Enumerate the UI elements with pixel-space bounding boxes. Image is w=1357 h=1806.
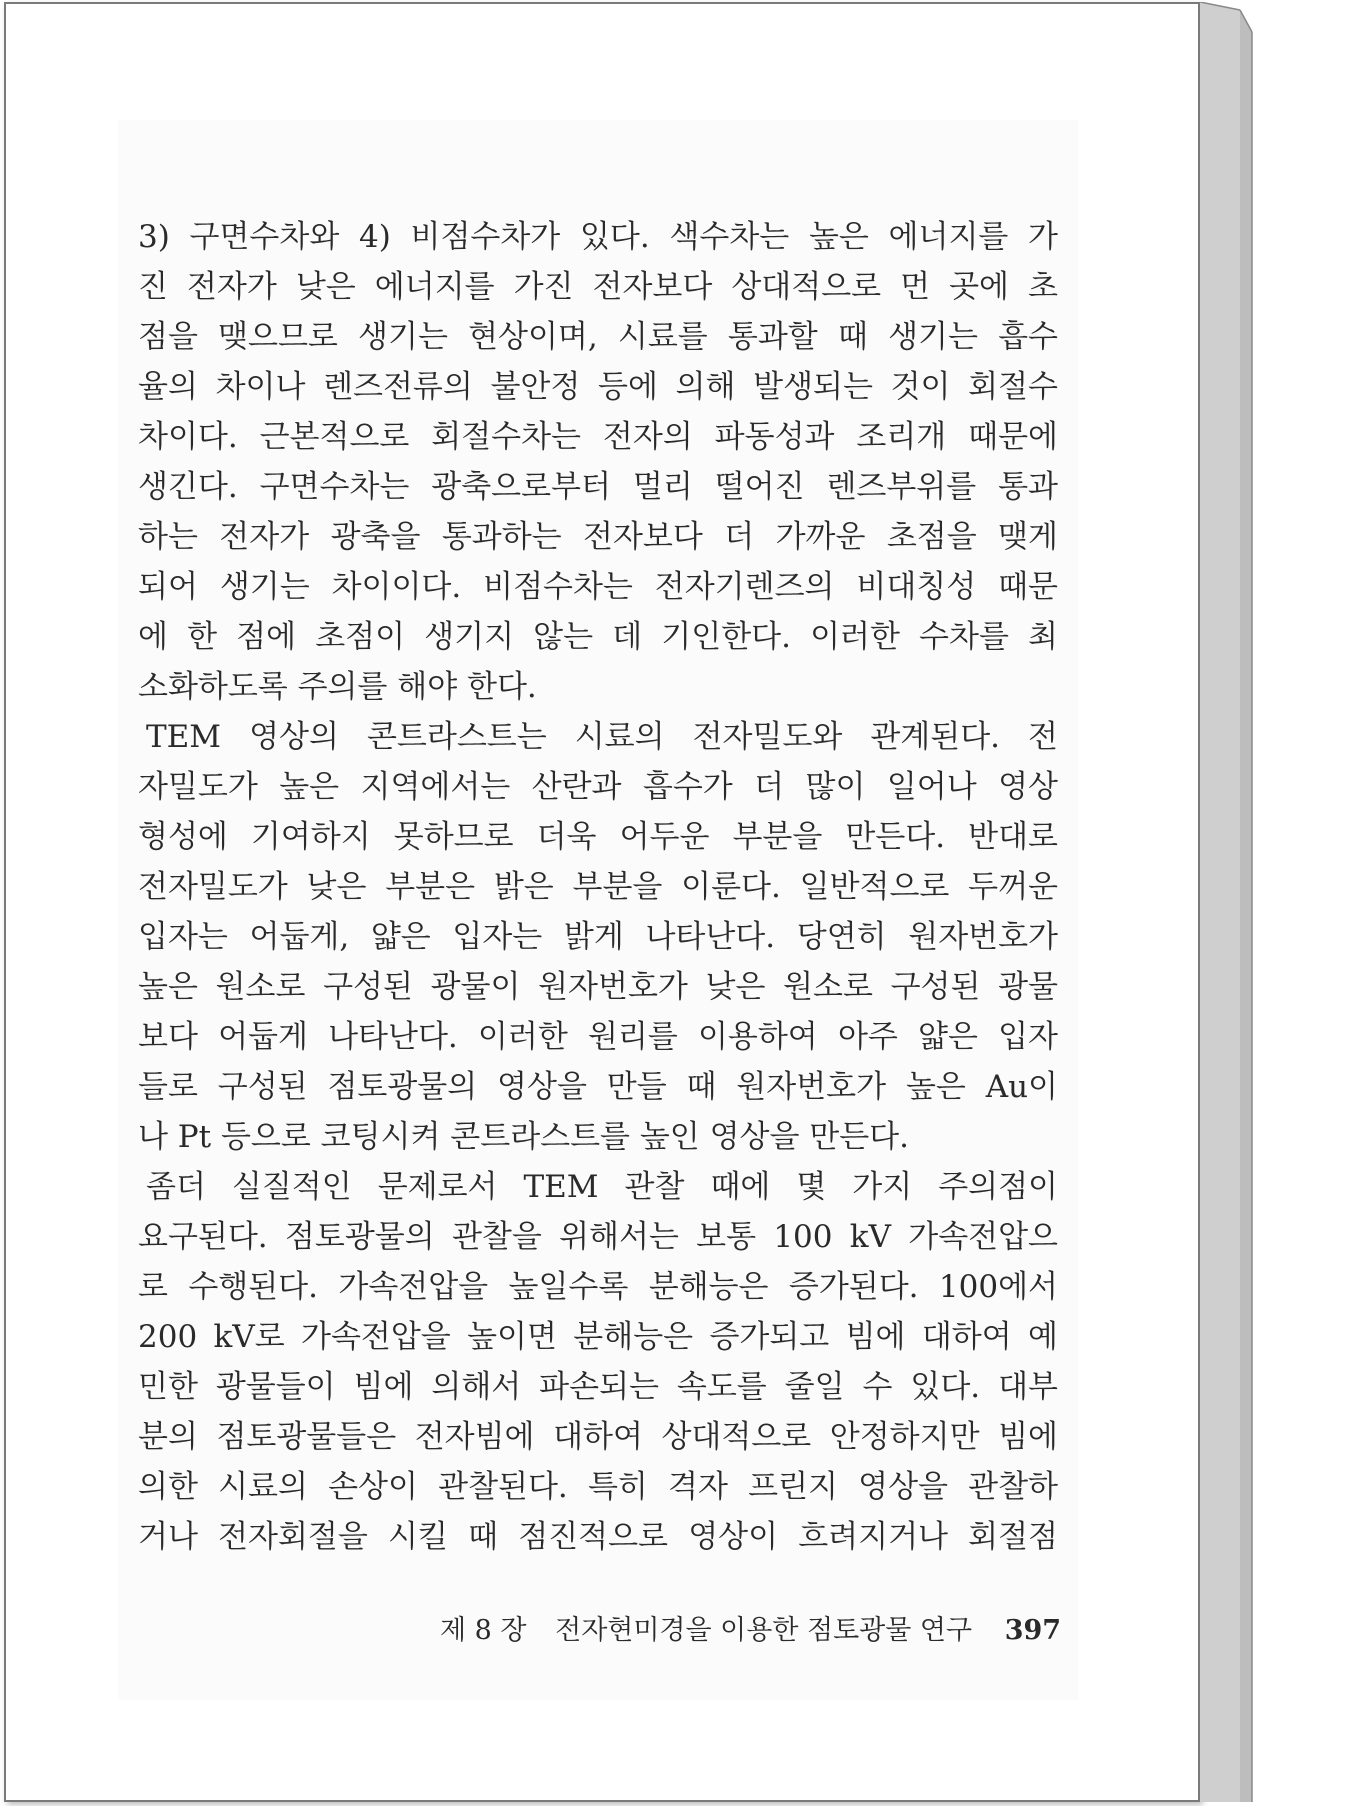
text-line: 보다 어둡게 나타난다. 이러한 원리를 이용하여 아주 얇은 입자 xyxy=(138,1019,1058,1055)
text-line: 의한 시료의 손상이 관찰된다. 특히 격자 프린지 영상을 관찰하 xyxy=(138,1469,1058,1505)
text-line: 분의 점토광물들은 전자빔에 대하여 상대적으로 안정하지만 빔에 xyxy=(138,1419,1058,1455)
text-line: 좀더 실질적인 문제로서 TEM 관찰 때에 몇 가지 주의점이 xyxy=(146,1169,1058,1205)
text-line: 높은 원소로 구성된 광물이 원자번호가 낮은 원소로 구성된 광물 xyxy=(138,969,1058,1005)
text-line: 민한 광물들이 빔에 의해서 파손되는 속도를 줄일 수 있다. 대부 xyxy=(138,1369,1058,1405)
text-line: 진 전자가 낮은 에너지를 가진 전자보다 상대적으로 먼 곳에 초 xyxy=(138,269,1058,305)
text-line: 소화하도록 주의를 해야 한다. xyxy=(138,669,537,705)
text-line: 로 수행된다. 가속전압을 높일수록 분해능은 증가된다. 100에서 xyxy=(138,1269,1058,1305)
text-line: 점을 맺으므로 생기는 현상이며, 시료를 통과할 때 생기는 흡수 xyxy=(138,319,1058,355)
running-footer xyxy=(440,1608,1070,1647)
text-line: 200 kV로 가속전압을 높이면 분해능은 증가되고 빔에 대하여 예 xyxy=(138,1319,1058,1355)
page-body xyxy=(138,212,1058,1562)
text-line: 되어 생기는 차이이다. 비점수차는 전자기렌즈의 비대칭성 때문 xyxy=(138,569,1058,605)
paragraph-3 xyxy=(138,1162,1058,1562)
text-line: 에 한 점에 초점이 생기지 않는 데 기인한다. 이러한 수차를 최 xyxy=(138,619,1058,655)
book-spine xyxy=(1200,2,1280,1802)
chapter-title: 전자현미경을 이용한 점토광물 연구 xyxy=(555,1615,973,1646)
text-line: 차이다. 근본적으로 회절수차는 전자의 파동성과 조리개 때문에 xyxy=(138,419,1058,455)
text-line: 율의 차이나 렌즈전류의 불안정 등에 의해 발생되는 것이 회절수 xyxy=(138,369,1058,405)
page-number: 397 xyxy=(1004,1615,1062,1646)
text-line: 형성에 기여하지 못하므로 더욱 어두운 부분을 만든다. 반대로 xyxy=(138,819,1058,855)
text-line: 자밀도가 높은 지역에서는 산란과 흡수가 더 많이 일어나 영상 xyxy=(138,769,1058,805)
paragraph-2 xyxy=(138,712,1058,1162)
text-line: TEM 영상의 콘트라스트는 시료의 전자밀도와 관계된다. 전 xyxy=(146,719,1058,755)
paragraph-1 xyxy=(138,212,1058,712)
text-line: 생긴다. 구면수차는 광축으로부터 멀리 떨어진 렌즈부위를 통과 xyxy=(138,469,1058,505)
text-line: 거나 전자회절을 시킬 때 점진적으로 영상이 흐려지거나 회절점 xyxy=(138,1519,1058,1555)
text-line: 요구된다. 점토광물의 관찰을 위해서는 보통 100 kV 가속전압으 xyxy=(138,1219,1058,1255)
chapter-label: 제 8 장 xyxy=(440,1615,527,1646)
text-line: 3) 구면수차와 4) 비점수차가 있다. 색수차는 높은 에너지를 가 xyxy=(138,219,1058,255)
text-line: 들로 구성된 점토광물의 영상을 만들 때 원자번호가 높은 Au이 xyxy=(138,1069,1058,1105)
text-line: 전자밀도가 낮은 부분은 밝은 부분을 이룬다. 일반적으로 두꺼운 xyxy=(138,869,1058,905)
text-line: 나 Pt 등으로 코팅시켜 콘트라스트를 높인 영상을 만든다. xyxy=(138,1119,909,1155)
text-line: 입자는 어둡게, 얇은 입자는 밝게 나타난다. 당연히 원자번호가 xyxy=(138,919,1058,955)
text-line: 하는 전자가 광축을 통과하는 전자보다 더 가까운 초점을 맺게 xyxy=(138,519,1058,555)
